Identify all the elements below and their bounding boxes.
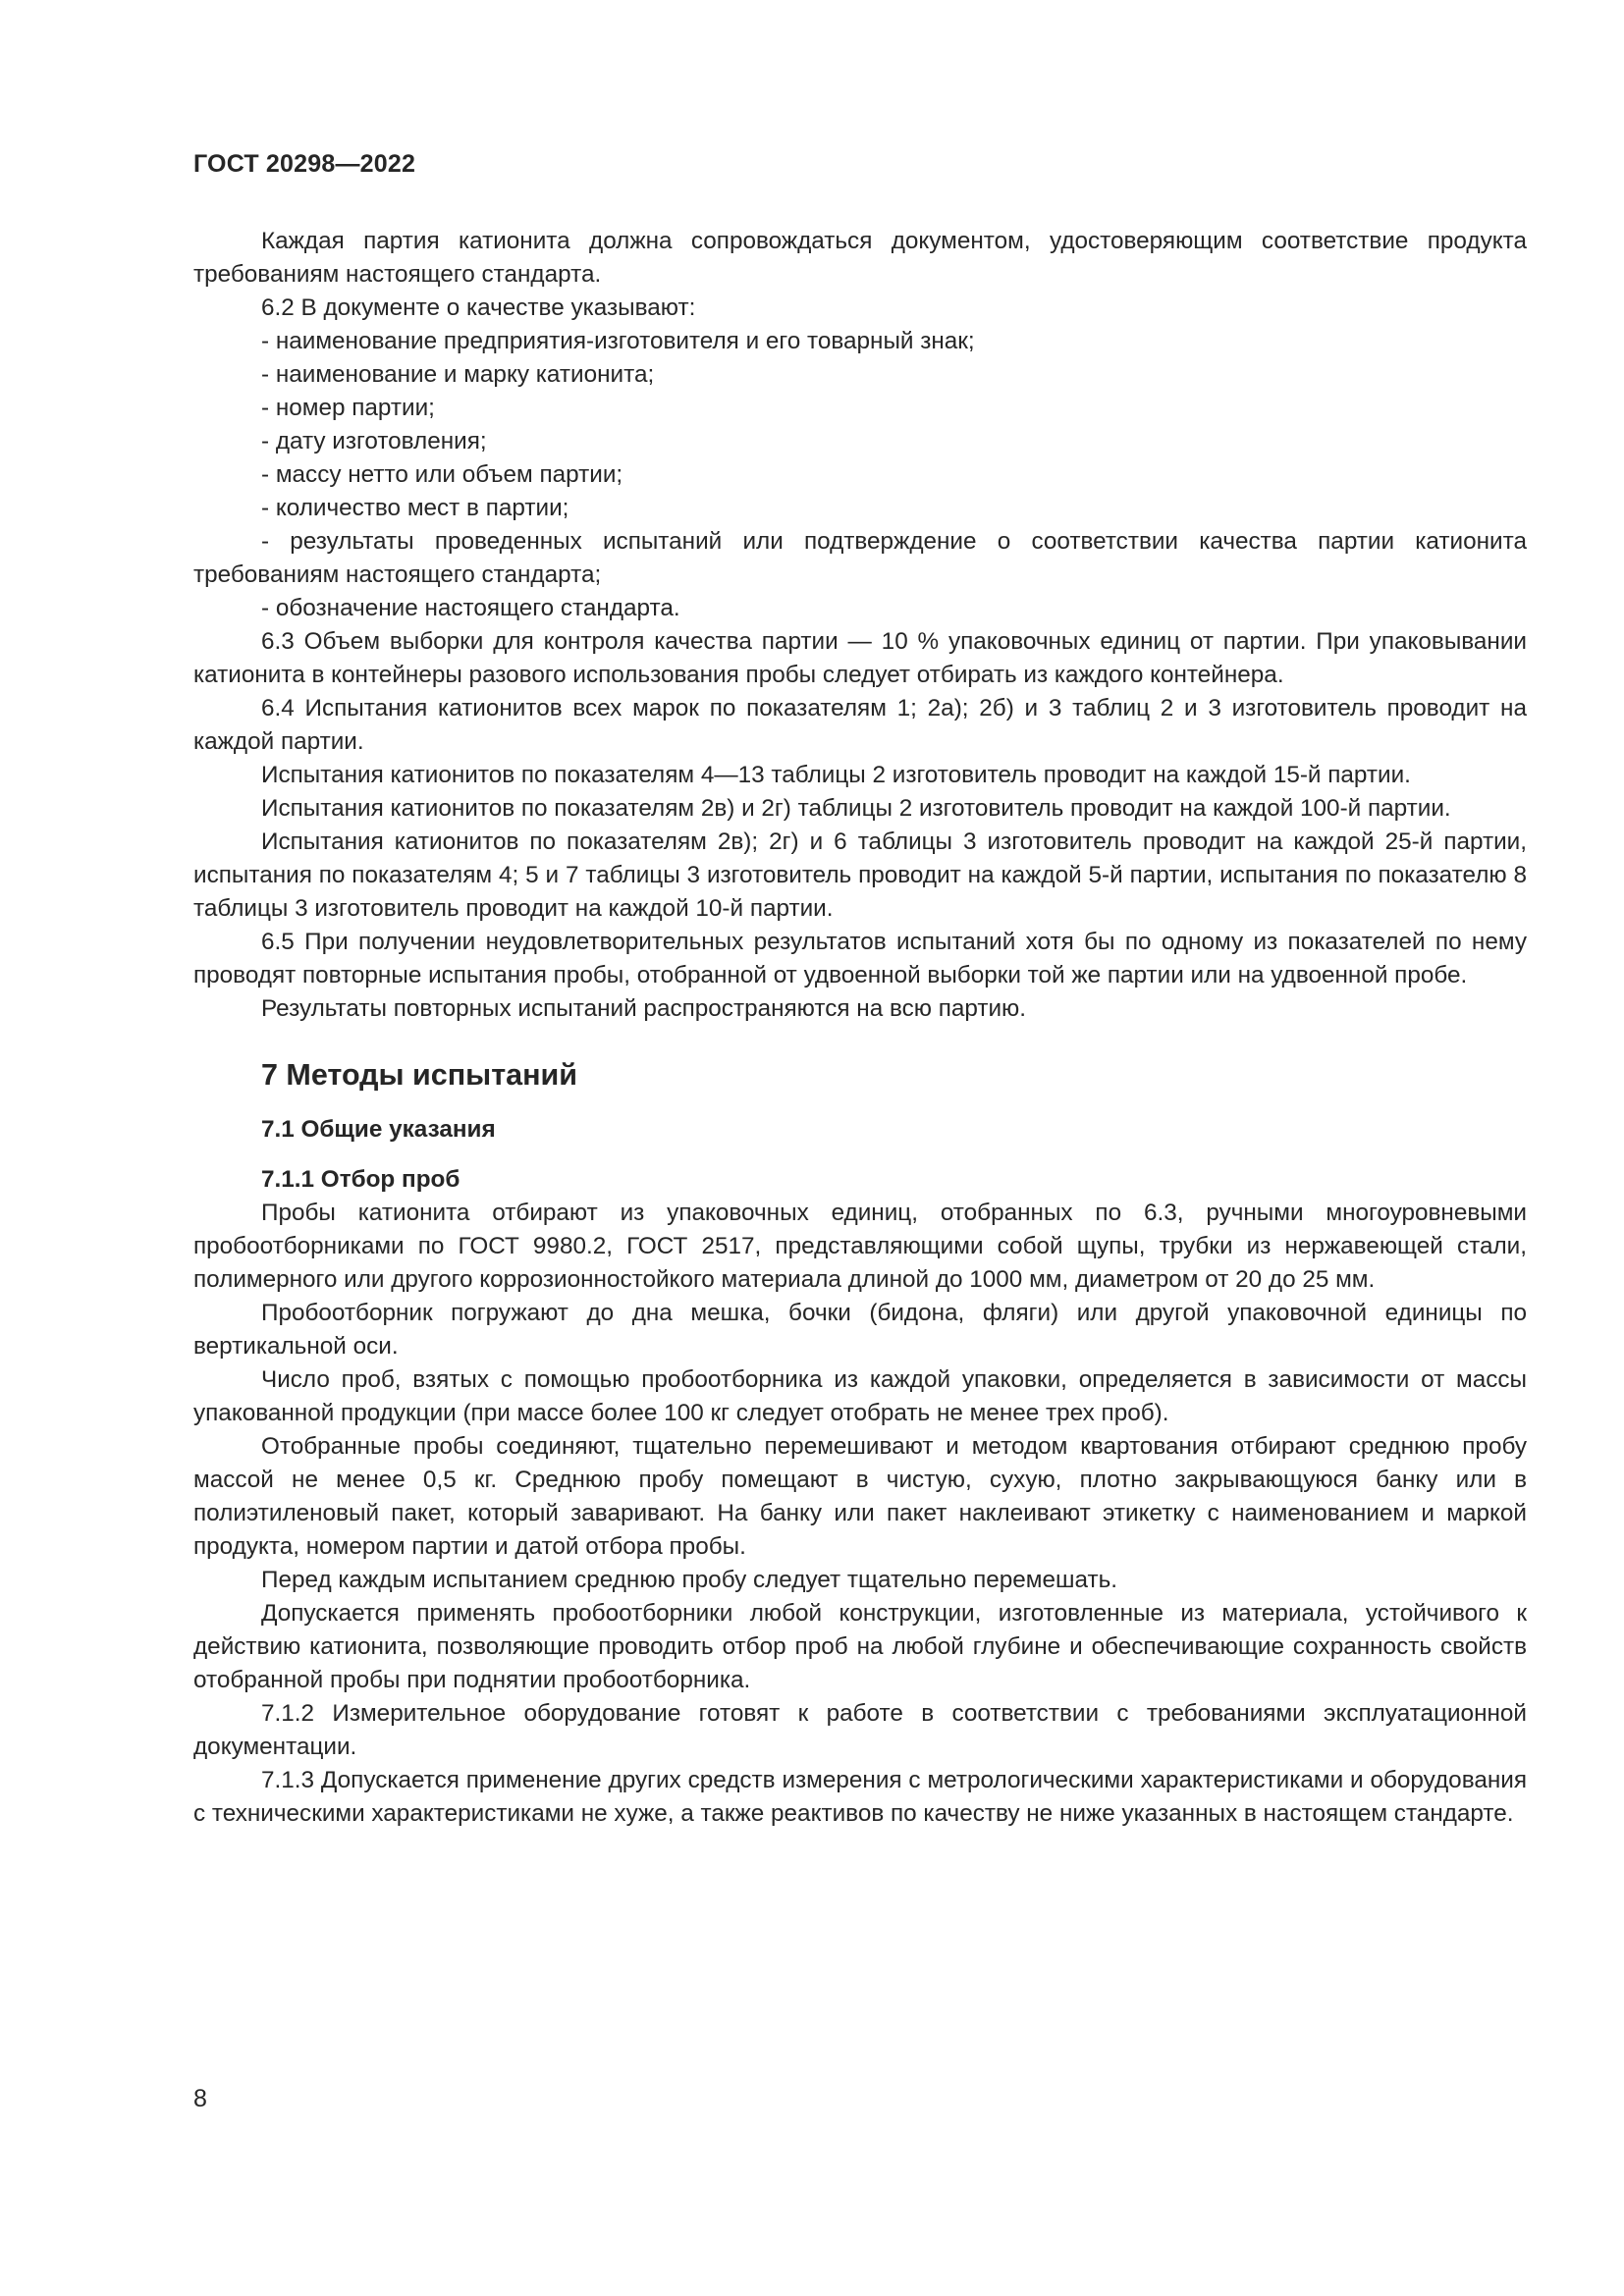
document-body [193,225,1527,1831]
clause-7-1-2: 7.1.2 Измерительное оборудование готовят к работе в соответствии с требованиями эксплуатационной документации. [193,1700,1527,1760]
paragraph: Допускается применять пробоотборники любой конструкции, изготовленные из материала, устойчивого к действию катионита, позволяющие проводить отбор проб на любой глубине и обеспечивающие сохранность свойств отобранной пробы при поднятии пробоотборника. [193,1600,1527,1693]
document-code: ГОСТ 20298—2022 [193,150,416,178]
clause-6-2: 6.2 В документе о качестве указывают: [261,294,696,321]
paragraph: Число проб, взятых с помощью пробоотборника из каждой упаковки, определяется в зависимости от массы упакованной продукции (при массе более 100 кг следует отобрать не менее трех проб). [193,1366,1527,1426]
section-heading: 7 Методы испытаний [261,1058,578,1092]
clause-6-4: 6.4 Испытания катионитов всех марок по показателям 1; 2а); 2б) и 3 таблиц 2 и 3 изготовитель проводит на каждой партии. [193,695,1527,755]
list-item: - результаты проведенных испытаний или подтверждение о соответствии качества партии катионита требованиям настоящего стандарта; [193,528,1527,588]
paragraph: Испытания катионитов по показателям 2в) и 2г) таблицы 2 изготовитель проводит на каждой 100-й партии. [261,795,1451,822]
list-item: - количество мест в партии; [261,495,569,521]
paragraph: Испытания катионитов по показателям 2в); 2г) и 6 таблицы 3 изготовитель проводит на каждой 25-й партии, испытания по показателям 4; 5 и 7 таблицы 3 изготовитель проводит на каждой 5-й партии, испытания по показателю 8 таблицы 3 изготовитель проводит на каждой 10-й партии. [193,828,1527,922]
page-number: 8 [193,2085,207,2112]
clause-6-3: 6.3 Объем выборки для контроля качества партии — 10 % упаковочных единиц от партии. При упаковывании катионита в контейнеры разового использования пробы следует отбирать из каждого контейнера. [193,628,1527,688]
list-item: - номер партии; [261,395,435,421]
list-item: - наименование и марку катионита; [261,361,655,388]
paragraph: Испытания катионитов по показателям 4—13 таблицы 2 изготовитель проводит на каждой 15-й партии. [261,762,1411,788]
paragraph: Отобранные пробы соединяют, тщательно перемешивают и методом квартования отбирают среднюю пробу массой не менее 0,5 кг. Среднюю пробу помещают в чистую, сухую, плотно закрывающуюся банку или в полиэтиленовый пакет, который заваривают. На банку или пакет наклеивают этикетку с наименованием и маркой продукта, номером партии и датой отбора пробы. [193,1433,1527,1560]
paragraph: Пробы катионита отбирают из упаковочных единиц, отобранных по 6.3, ручными многоуровневыми пробоотборниками по ГОСТ 9980.2, ГОСТ 2517, представляющими собой щупы, трубки из нержавеющей стали, полимерного или другого коррозионностойкого материала длиной до 1000 мм, диаметром от 20 до 25 мм. [193,1200,1527,1293]
clause-6-5: 6.5 При получении неудовлетворительных результатов испытаний хотя бы по одному из показателей по нему проводят повторные испытания пробы, отобранной от удвоенной выборки той же партии или на удвоенной пробе. [193,929,1527,988]
paragraph: Результаты повторных испытаний распространяются на всю партию. [261,995,1027,1022]
list-item: - наименование предприятия-изготовителя и его товарный знак; [261,328,975,354]
paragraph: Каждая партия катионита должна сопровождаться документом, удостоверяющим соответствие продукта требованиям настоящего стандарта. [193,228,1527,288]
list-item: - массу нетто или объем партии; [261,461,623,488]
list-item: - дату изготовления; [261,428,487,454]
paragraph: Пробоотборник погружают до дна мешка, бочки (бидона, фляги) или другой упаковочной единицы по вертикальной оси. [193,1300,1527,1360]
subsection-heading: 7.1 Общие указания [261,1116,496,1143]
clause-7-1-3: 7.1.3 Допускается применение других средств измерения с метрологическими характеристиками и оборудования с техническими характеристиками не хуже, а также реактивов по качеству не ниже указанных в настоящем стандарте. [193,1767,1527,1827]
list-item: - обозначение настоящего стандарта. [261,595,680,621]
paragraph: Перед каждым испытанием среднюю пробу следует тщательно перемешать. [261,1567,1118,1593]
subsubsection-heading: 7.1.1 Отбор проб [261,1166,460,1193]
